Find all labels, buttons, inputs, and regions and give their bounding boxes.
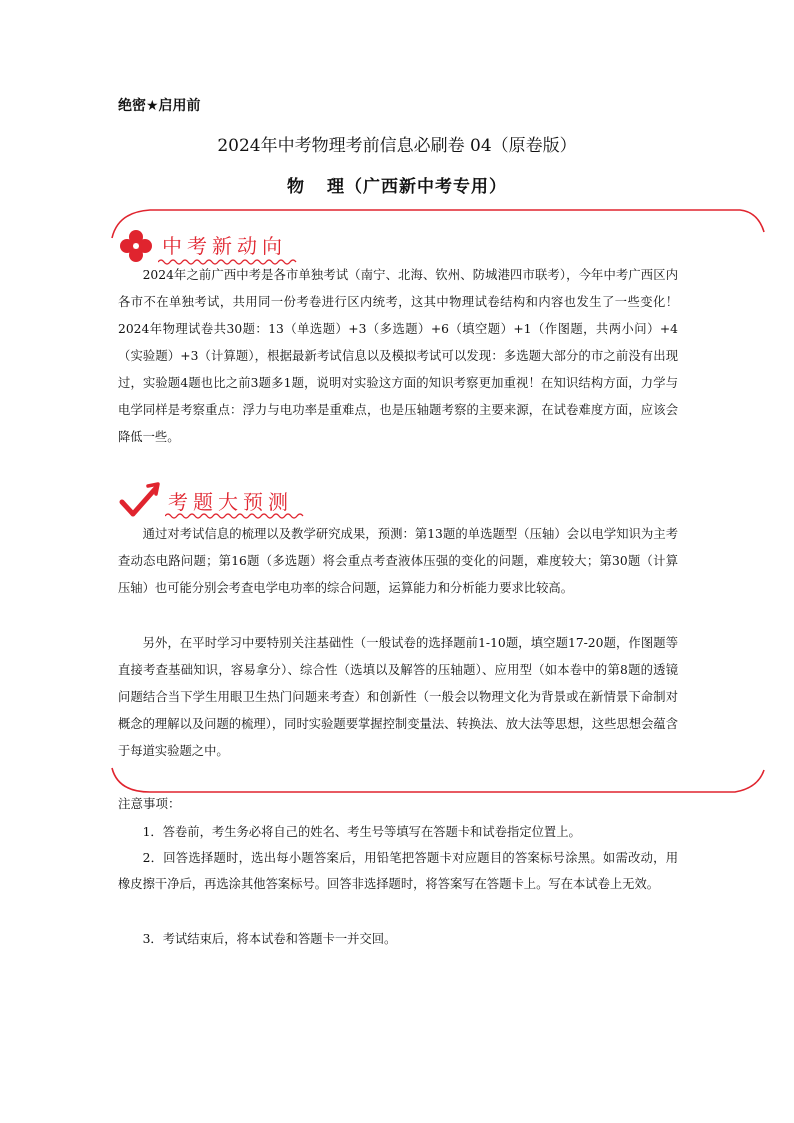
wavy-underline [165,512,305,520]
subtitle-subject-char: 物 [287,177,305,197]
note-item-1: 1．答卷前，考生务必将自己的姓名、考生号等填写在答题卡和试卷指定位置上。 [142,825,581,839]
section-title-trends: 中考新动向 [162,234,287,258]
note-item-2: 2．回答选择题时，选出每小题答案后，用铅笔把答题卡对应题目的答案标号涂黑。如需改动，用橡皮擦干净后，再选涂其他答案标号。回答非选择题时，将答案写在答题卡上。写在本试卷上无效。 [118,851,678,891]
exam-title: 2024年中考物理考前信息必刷卷 04（原卷版） [217,136,577,156]
confidential-label: 绝密★启用前 [118,98,201,114]
predictions-paragraph-1: 通过对考试信息的梳理以及教学研究成果，预测：第13题的单选题型（压轴）会以电学知识为主考查动态电路问题；第16题（多选题）将会重点考查液体压强的变化的问题，难度较大；第30题（计算压轴）也可能分别会考查电学电功率的综合问题，运算能力和分析能力要求比较高。 [118,527,678,595]
note-item-3: 3．考试结束后，将本试卷和答题卡一并交回。 [142,932,397,946]
notes-title: 注意事项： [118,796,181,811]
predictions-paragraph-2: 另外，在平时学习中要特别关注基础性（一般试卷的选择题前1-10题，填空题17-20题，作图题等直接考查基础知识，容易拿分）、综合性（选填以及解答的压轴题）、应用型（如本卷中的第8题的透镜问题结合当下学生用眼卫生热门问题来考查）和创新性（一般会以物理文化为背景或在新情景下命制对概念的理解以及问题的梳理），同时实验题要掌握控制变量法、转换法、放大法等思想，这些思想会蕴含于每道实验题之中。 [118,636,678,758]
subtitle-rest: 理（广西新中考专用） [327,177,507,197]
exam-subtitle [0,172,794,197]
clover-icon [118,228,154,264]
trends-paragraph: 2024年之前广西中考是各市单独考试（南宁、北海、钦州、防城港四市联考），今年中考广西区内各市不在单独考试，共用同一份考卷进行区内统考，这其中物理试卷结构和内容也发生了一些变化！2024年物理试卷共30题：13（单选题）+3（多选题）+6（填空题）+1（作图题，共两小问）+4（实验题）+3（计算题），根据最新考试信息以及模拟考试可以发现：多选题大部分的市之前没有出现过，实验题4题也比之前3题多1题，说明对实验这方面的知识考察更加重视！在知识结构方面，力学与电学同样是考察重点：浮力与电功率是重难点，也是压轴题考察的主要来源，在试卷难度方面，应该会降低一些。 [118,268,678,444]
checkmark-arrow-icon [118,480,162,520]
section-title-predictions: 考题大预测 [168,490,293,514]
